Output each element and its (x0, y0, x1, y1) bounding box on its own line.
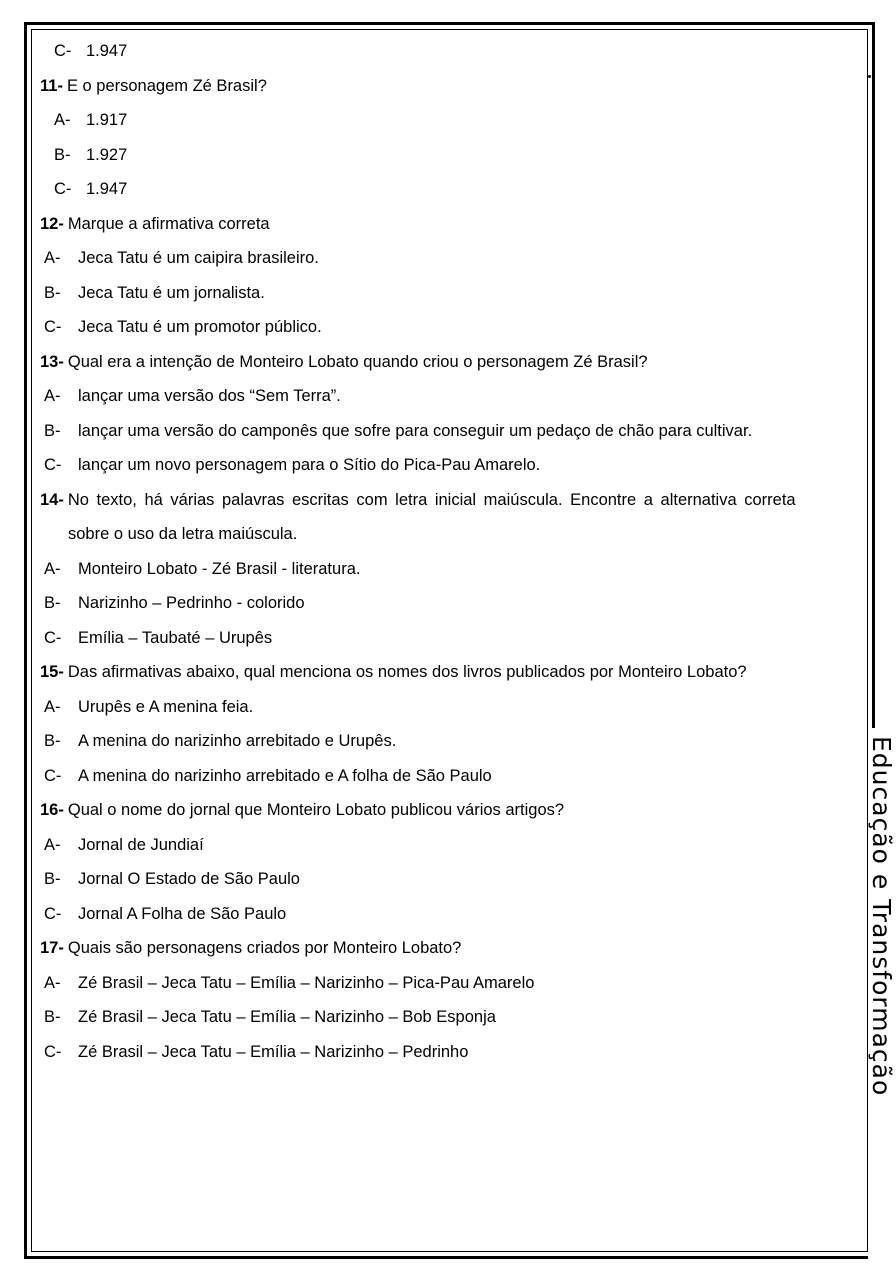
question-text: Das afirmativas abaixo, qual menciona os nomes dos livros publicados por Monteiro Lobato? (67, 663, 747, 681)
option-13-b (40, 416, 855, 451)
option-text: Urupês e A menina feia. (78, 697, 254, 716)
option-letter: C- (54, 180, 72, 198)
option-letter: C- (44, 456, 62, 474)
option-letter: A- (44, 249, 61, 267)
option-text: A menina do narizinho arrebitado e A folha de São Paulo (78, 766, 492, 785)
option-15-c (40, 761, 855, 796)
question-number: 15- (40, 663, 64, 681)
question-13 (40, 347, 855, 382)
option-11-b (40, 140, 855, 175)
option-letter: A- (44, 559, 61, 578)
option-15-a (40, 692, 855, 727)
question-number: 17- (40, 939, 64, 957)
option-text: Jornal O Estado de São Paulo (78, 870, 300, 888)
option-letter: C- (44, 628, 62, 647)
option-15-b (40, 726, 855, 761)
option-letter: C- (44, 318, 62, 336)
option-12-a (40, 243, 855, 278)
option-12-b (40, 278, 855, 313)
option-letter: A- (44, 387, 61, 405)
option-11-a (40, 105, 855, 140)
option-letter: B- (44, 421, 61, 440)
option-letter: C- (44, 904, 62, 923)
option-16-c (40, 899, 855, 934)
option-14-b (40, 588, 855, 623)
question-number: 11- (40, 76, 63, 95)
option-letter: C- (44, 1042, 62, 1061)
option-letter: A- (54, 111, 71, 129)
option-letter: B- (54, 145, 71, 164)
question-15 (40, 657, 855, 692)
option-text: 1.947 (86, 42, 128, 60)
question-text: E o personagem Zé Brasil? (66, 76, 267, 95)
question-text-cont: sobre o uso da letra maiúscula. (68, 525, 298, 543)
option-text: Zé Brasil – Jeca Tatu – Emília – Narizinho – Bob Esponja (78, 1008, 496, 1026)
option-letter: A- (44, 973, 61, 992)
question-14-continuation (40, 519, 855, 554)
question-number: 14- (40, 490, 64, 509)
option-text: Zé Brasil – Jeca Tatu – Emília – Narizinho – Pedrinho (78, 1042, 469, 1061)
worksheet-content (40, 36, 855, 1071)
option-13-a (40, 381, 855, 416)
option-letter: B- (44, 1008, 61, 1026)
question-text: No texto, há várias palavras escritas com letra inicial maiúscula. Encontre a alternativa correta (67, 490, 796, 509)
option-text: A menina do narizinho arrebitado e Urupês. (78, 732, 397, 750)
option-text: lançar uma versão dos “Sem Terra”. (78, 387, 341, 405)
option-17-b (40, 1002, 855, 1037)
question-number: 12- (40, 214, 64, 233)
option-16-b (40, 864, 855, 899)
option-letter: B- (44, 870, 61, 888)
option-text: 1.927 (86, 145, 128, 164)
question-12 (40, 209, 855, 244)
option-16-a (40, 830, 855, 865)
option-letter: B- (44, 594, 61, 612)
option-text: Emília – Taubaté – Urupês (78, 628, 273, 647)
question-11 (40, 71, 855, 106)
question-14 (40, 485, 855, 520)
option-text: lançar um novo personagem para o Sítio do Pica-Pau Amarelo. (78, 456, 541, 474)
option-text: Jeca Tatu é um promotor público. (78, 318, 322, 336)
option-letter: A- (44, 835, 61, 854)
option-letter: C- (54, 42, 72, 60)
question-17 (40, 933, 855, 968)
option-text: Monteiro Lobato - Zé Brasil - literatura. (78, 559, 361, 578)
question-number: 13- (40, 352, 64, 371)
option-letter: B- (44, 732, 61, 750)
option-17-a (40, 968, 855, 1003)
option-text: Jornal A Folha de São Paulo (78, 904, 287, 923)
option-text: Narizinho – Pedrinho - colorido (78, 594, 305, 612)
question-text: Marque a afirmativa correta (67, 214, 270, 233)
option-11-c (40, 174, 855, 209)
stray-dot (868, 75, 871, 78)
question-16 (40, 795, 855, 830)
option-text: 1.917 (86, 111, 128, 129)
option-10-c (40, 36, 855, 71)
option-text: Jornal de Jundiaí (78, 835, 204, 854)
option-14-a (40, 554, 855, 589)
question-number: 16- (40, 801, 64, 819)
option-14-c (40, 623, 855, 658)
option-text: Jeca Tatu é um jornalista. (78, 283, 265, 302)
option-letter: B- (44, 283, 61, 302)
option-12-c (40, 312, 855, 347)
option-text: Jeca Tatu é um caipira brasileiro. (78, 249, 319, 267)
option-text: lançar uma versão do camponês que sofre para conseguir um pedaço de chão para cultivar. (78, 421, 753, 440)
question-text: Quais são personagens criados por Monteiro Lobato? (67, 939, 462, 957)
option-letter: A- (44, 697, 61, 716)
option-text: 1.947 (86, 180, 128, 198)
option-13-c (40, 450, 855, 485)
option-letter: C- (44, 766, 62, 785)
option-17-c (40, 1037, 855, 1072)
question-text: Qual era a intenção de Monteiro Lobato quando criou o personagem Zé Brasil? (67, 352, 648, 371)
question-text: Qual o nome do jornal que Monteiro Lobato publicou vários artigos? (67, 801, 565, 819)
side-watermark: Educação e Transformação (867, 736, 896, 1097)
option-text: Zé Brasil – Jeca Tatu – Emília – Narizinho – Pica-Pau Amarelo (78, 973, 535, 992)
